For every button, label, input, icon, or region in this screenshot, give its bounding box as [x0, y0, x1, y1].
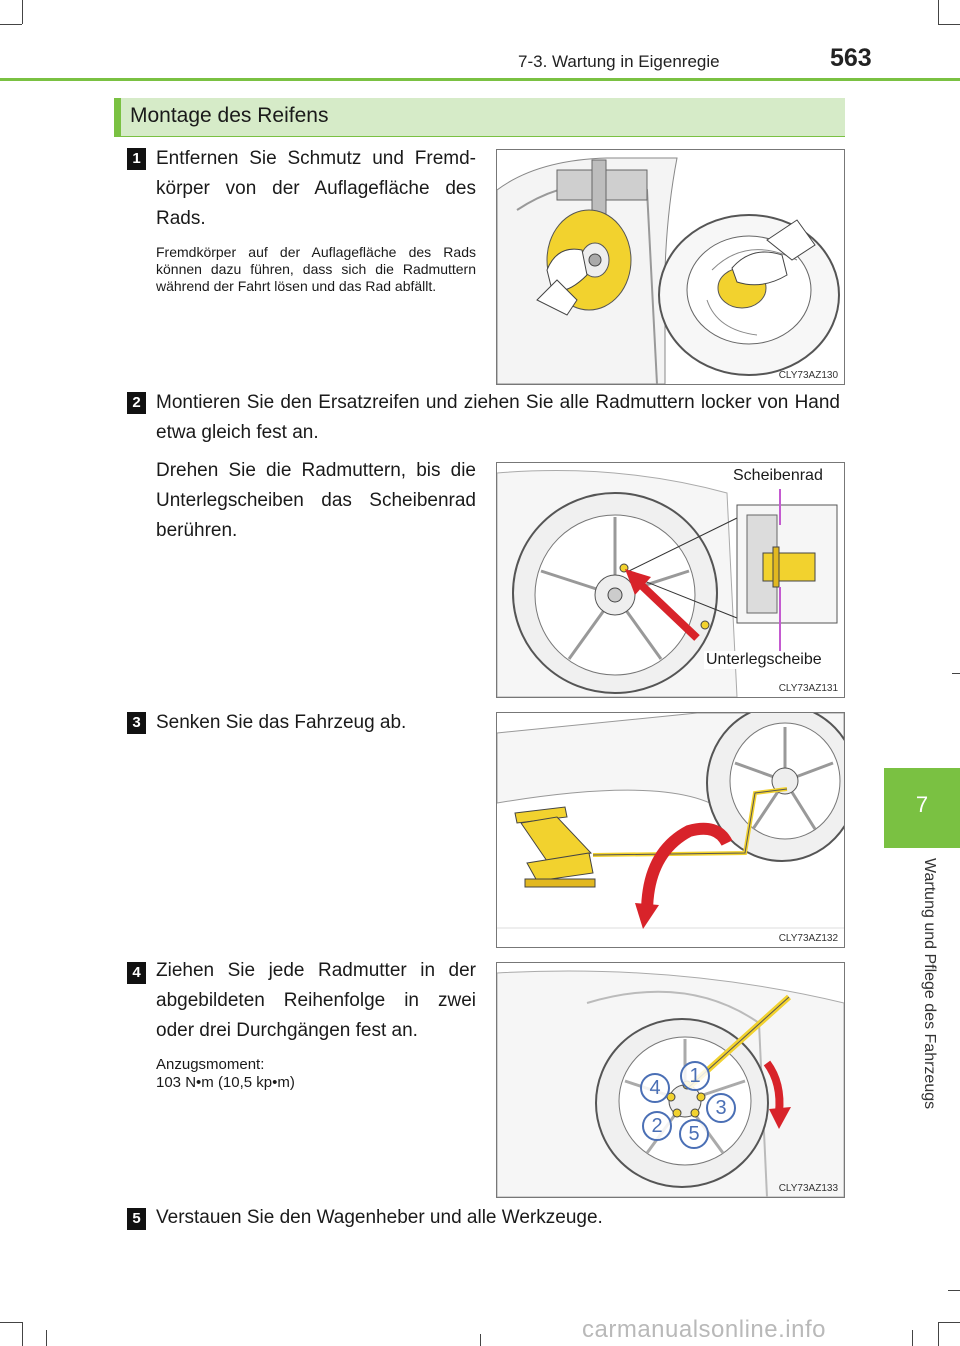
step-4-text: Ziehen Sie jede Radmutter in der abgebildeten Reihenfolge in zwei oder drei Durchgängen fest an. [156, 960, 476, 1041]
figure-code: CLY73AZ130 [778, 370, 838, 381]
chapter-label-text: Wartung und Pflege des Fahrzeugs [921, 858, 938, 1110]
figure-code: CLY73AZ133 [778, 1183, 838, 1194]
section-title: Montage des Reifens [130, 104, 329, 127]
section-rule [114, 136, 845, 137]
section-accent [114, 98, 121, 136]
crop-mark [938, 1322, 939, 1346]
chapter-tab [884, 768, 960, 848]
torque-value: 103 N•m (10,5 kp•m) [156, 1074, 295, 1091]
step-1-note: Fremdkörper auf der Auflagefläche des Rads können dazu führen, dass sich die Radmuttern während der Fahrt lösen und das Rad abfällt. [156, 244, 476, 294]
figure-tighten-sequence [496, 962, 845, 1198]
step-number: 4 [127, 962, 146, 984]
step-5-text: Verstauen Sie den Wagenheber und alle Werkzeuge. [156, 1207, 603, 1228]
step-2-text: Montieren Sie den Ersatzreifen und ziehen Sie alle Radmuttern locker von Hand etwa gleich fest an. [156, 392, 840, 443]
sequence-badge-2: 2 [642, 1111, 672, 1141]
figure-code: CLY73AZ131 [778, 683, 838, 694]
crop-mark [0, 24, 22, 25]
step-number: 1 [127, 148, 146, 170]
callout-unterlegscheibe: Unterlegscheibe [706, 651, 822, 668]
crop-mark [912, 1330, 913, 1346]
step-number: 2 [127, 392, 146, 414]
step-1-text: Entfernen Sie Schmutz und Fremdkörper von der Auflagefläche des Rads. [156, 148, 476, 229]
crop-mark [480, 1334, 481, 1346]
header-section-title: 7-3. Wartung in Eigenregie [518, 52, 720, 71]
sequence-badge-1: 1 [680, 1061, 710, 1091]
figure-hand-tighten [496, 462, 845, 698]
crop-mark [22, 0, 23, 24]
sequence-badge-3: 3 [706, 1093, 736, 1123]
step-number: 3 [127, 712, 146, 734]
step-3-text: Senken Sie das Fahrzeug ab. [156, 712, 407, 733]
section-heading-bar [114, 98, 845, 136]
watermark: carmanualsonline.info [582, 1316, 826, 1343]
chapter-label [918, 858, 942, 1138]
page-number: 563 [830, 44, 872, 72]
figure-clean-hub [496, 149, 845, 385]
crop-mark [22, 1322, 23, 1346]
figure-code: CLY73AZ132 [778, 933, 838, 944]
torque-label: Anzugsmoment: [156, 1056, 265, 1073]
crop-mark [938, 24, 960, 25]
crop-mark [46, 1330, 47, 1346]
crop-mark [948, 1290, 960, 1291]
crop-mark [938, 1322, 960, 1323]
figure-lower-vehicle [496, 712, 845, 948]
header-rule [0, 78, 960, 81]
crop-mark [0, 1322, 22, 1323]
sequence-badge-4: 4 [640, 1073, 670, 1103]
sequence-badge-5: 5 [679, 1119, 709, 1149]
callout-scheibenrad: Scheibenrad [733, 467, 823, 484]
crop-mark [938, 0, 939, 24]
step-number: 5 [127, 1208, 146, 1230]
crop-mark [952, 673, 960, 674]
chapter-number: 7 [915, 792, 929, 817]
step-2-subtext: Drehen Sie die Radmuttern, bis die Unterlegscheiben das Scheibenrad berühren. [156, 460, 476, 541]
